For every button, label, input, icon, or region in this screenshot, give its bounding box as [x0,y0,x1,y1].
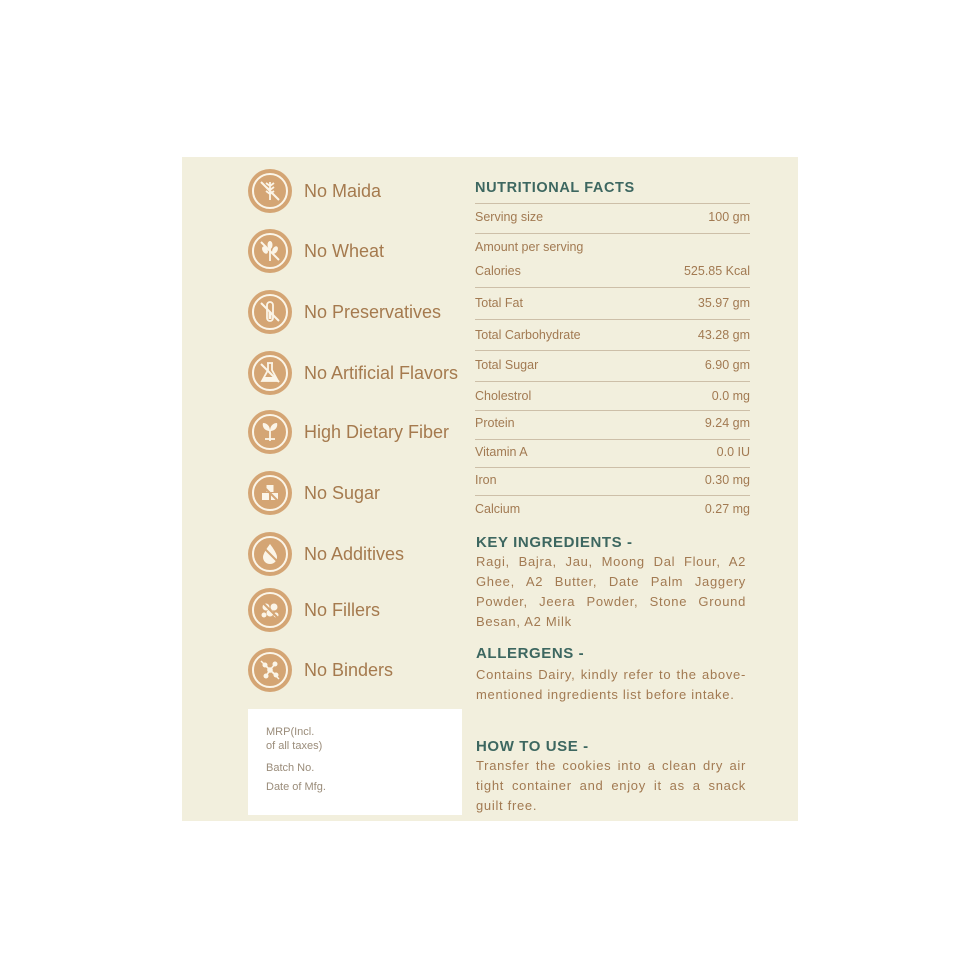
feature-no-preservatives [248,288,441,336]
wheat-crossed-icon [248,169,292,213]
nutrient-label: Vitamin A [475,445,528,459]
feature-label: No Additives [304,543,405,564]
divider [475,233,750,234]
nutrient-label: Cholestrol [475,389,532,403]
divider [475,439,750,440]
nutrient-value: 35.97 gm [697,296,750,310]
nutrient-value: 6.90 gm [704,358,750,372]
calories-row [475,264,750,278]
allergens-text: Contains Dairy, kindly refer to the above-mentioned ingredients list before intake. [476,667,746,702]
nutrient-label: Serving size [475,210,544,224]
mfg-date-label: Date of Mfg. [266,781,326,793]
nutrient-label: Total Fat [475,296,523,310]
feature-no-maida [248,167,381,215]
nutrient-value: 0.27 mg [704,502,750,516]
ingredients-text: Ragi, Bajra, Jau, Moong Dal Flour, A2 Ghee, A2 Butter, Date Palm Jaggery Powder, Jeera Powder, Stone Ground Besan, A2 Milk [476,554,746,629]
nutrient-value: 100 gm [708,210,750,224]
nutrient-row [475,296,750,310]
sugar-cubes-crossed-icon [248,471,292,515]
divider [475,381,750,382]
nutrient-value: 0.0 mg [711,389,750,403]
feature-label: No Binders [304,659,394,680]
nutrient-label: Iron [475,473,497,487]
feature-no-artificial-flavors [248,349,458,397]
nutrient-label: Total Sugar [475,358,539,372]
molecule-crossed-icon [248,648,292,692]
batch-label: Batch No. [266,762,315,774]
nutrient-value: 9.24 gm [704,416,750,430]
nutrient-row [475,473,750,487]
nutrient-label: Calcium [475,502,521,516]
divider [475,495,750,496]
nutrient-value: 0.0 IU [716,445,750,459]
feature-no-additives [248,530,404,578]
flask-crossed-icon [248,351,292,395]
divider [475,410,750,411]
how-to-use-title: HOW TO USE - [476,738,589,755]
feature-label: No Sugar [304,482,381,503]
nutrient-row [475,502,750,516]
feature-label: No Fillers [304,599,381,620]
mrp-box [248,709,462,815]
amount-per-serving-row [475,240,750,254]
wheat-plant-crossed-icon [248,229,292,273]
nutrient-value: 43.28 gm [697,328,750,342]
nutrient-value: 0.30 mg [704,473,750,487]
nutrient-row [475,416,750,430]
how-to-use-text: Transfer the cookies into a clean dry air tight container and enjoy it as a snack guilt free. [476,758,746,813]
divider [475,319,750,320]
feature-label: No Maida [304,180,382,201]
feature-no-fillers [248,586,380,634]
drop-crossed-icon [248,532,292,576]
leaf-sprout-icon [248,410,292,454]
feature-label: No Wheat [304,240,385,261]
mrp-taxes-label: of all taxes) [266,740,323,752]
feature-label: No Artificial Flavors [304,362,459,383]
divider [475,287,750,288]
divider [475,467,750,468]
nutrient-row [475,358,750,372]
nutrient-row [475,328,750,342]
nutrient-label: Total Carbohydrate [475,328,581,342]
allergens-title: ALLERGENS - [476,645,585,662]
feature-no-sugar [248,469,380,517]
ingredients-title: KEY INGREDIENTS - [476,534,633,551]
divider [475,203,750,204]
feature-label: No Preservatives [304,301,442,322]
divider [475,350,750,351]
nutrient-label: Protein [475,416,515,430]
granules-crossed-icon [248,588,292,632]
feature-no-wheat [248,227,384,275]
nutrient-value: 525.85 Kcal [683,264,750,278]
nutrient-row [475,389,750,403]
feature-high-dietary-fiber [248,408,449,456]
nutrition-title: NUTRITIONAL FACTS [475,180,635,196]
feature-no-binders [248,646,393,694]
nutrient-label: Calories [475,264,521,278]
mrp-label: MRP(Incl. [266,726,315,738]
feature-label: High Dietary Fiber [304,421,450,442]
serving-size-row [475,210,750,224]
nutrient-label: Amount per serving [475,240,584,254]
test-tube-crossed-icon [248,290,292,334]
nutrient-row [475,445,750,459]
